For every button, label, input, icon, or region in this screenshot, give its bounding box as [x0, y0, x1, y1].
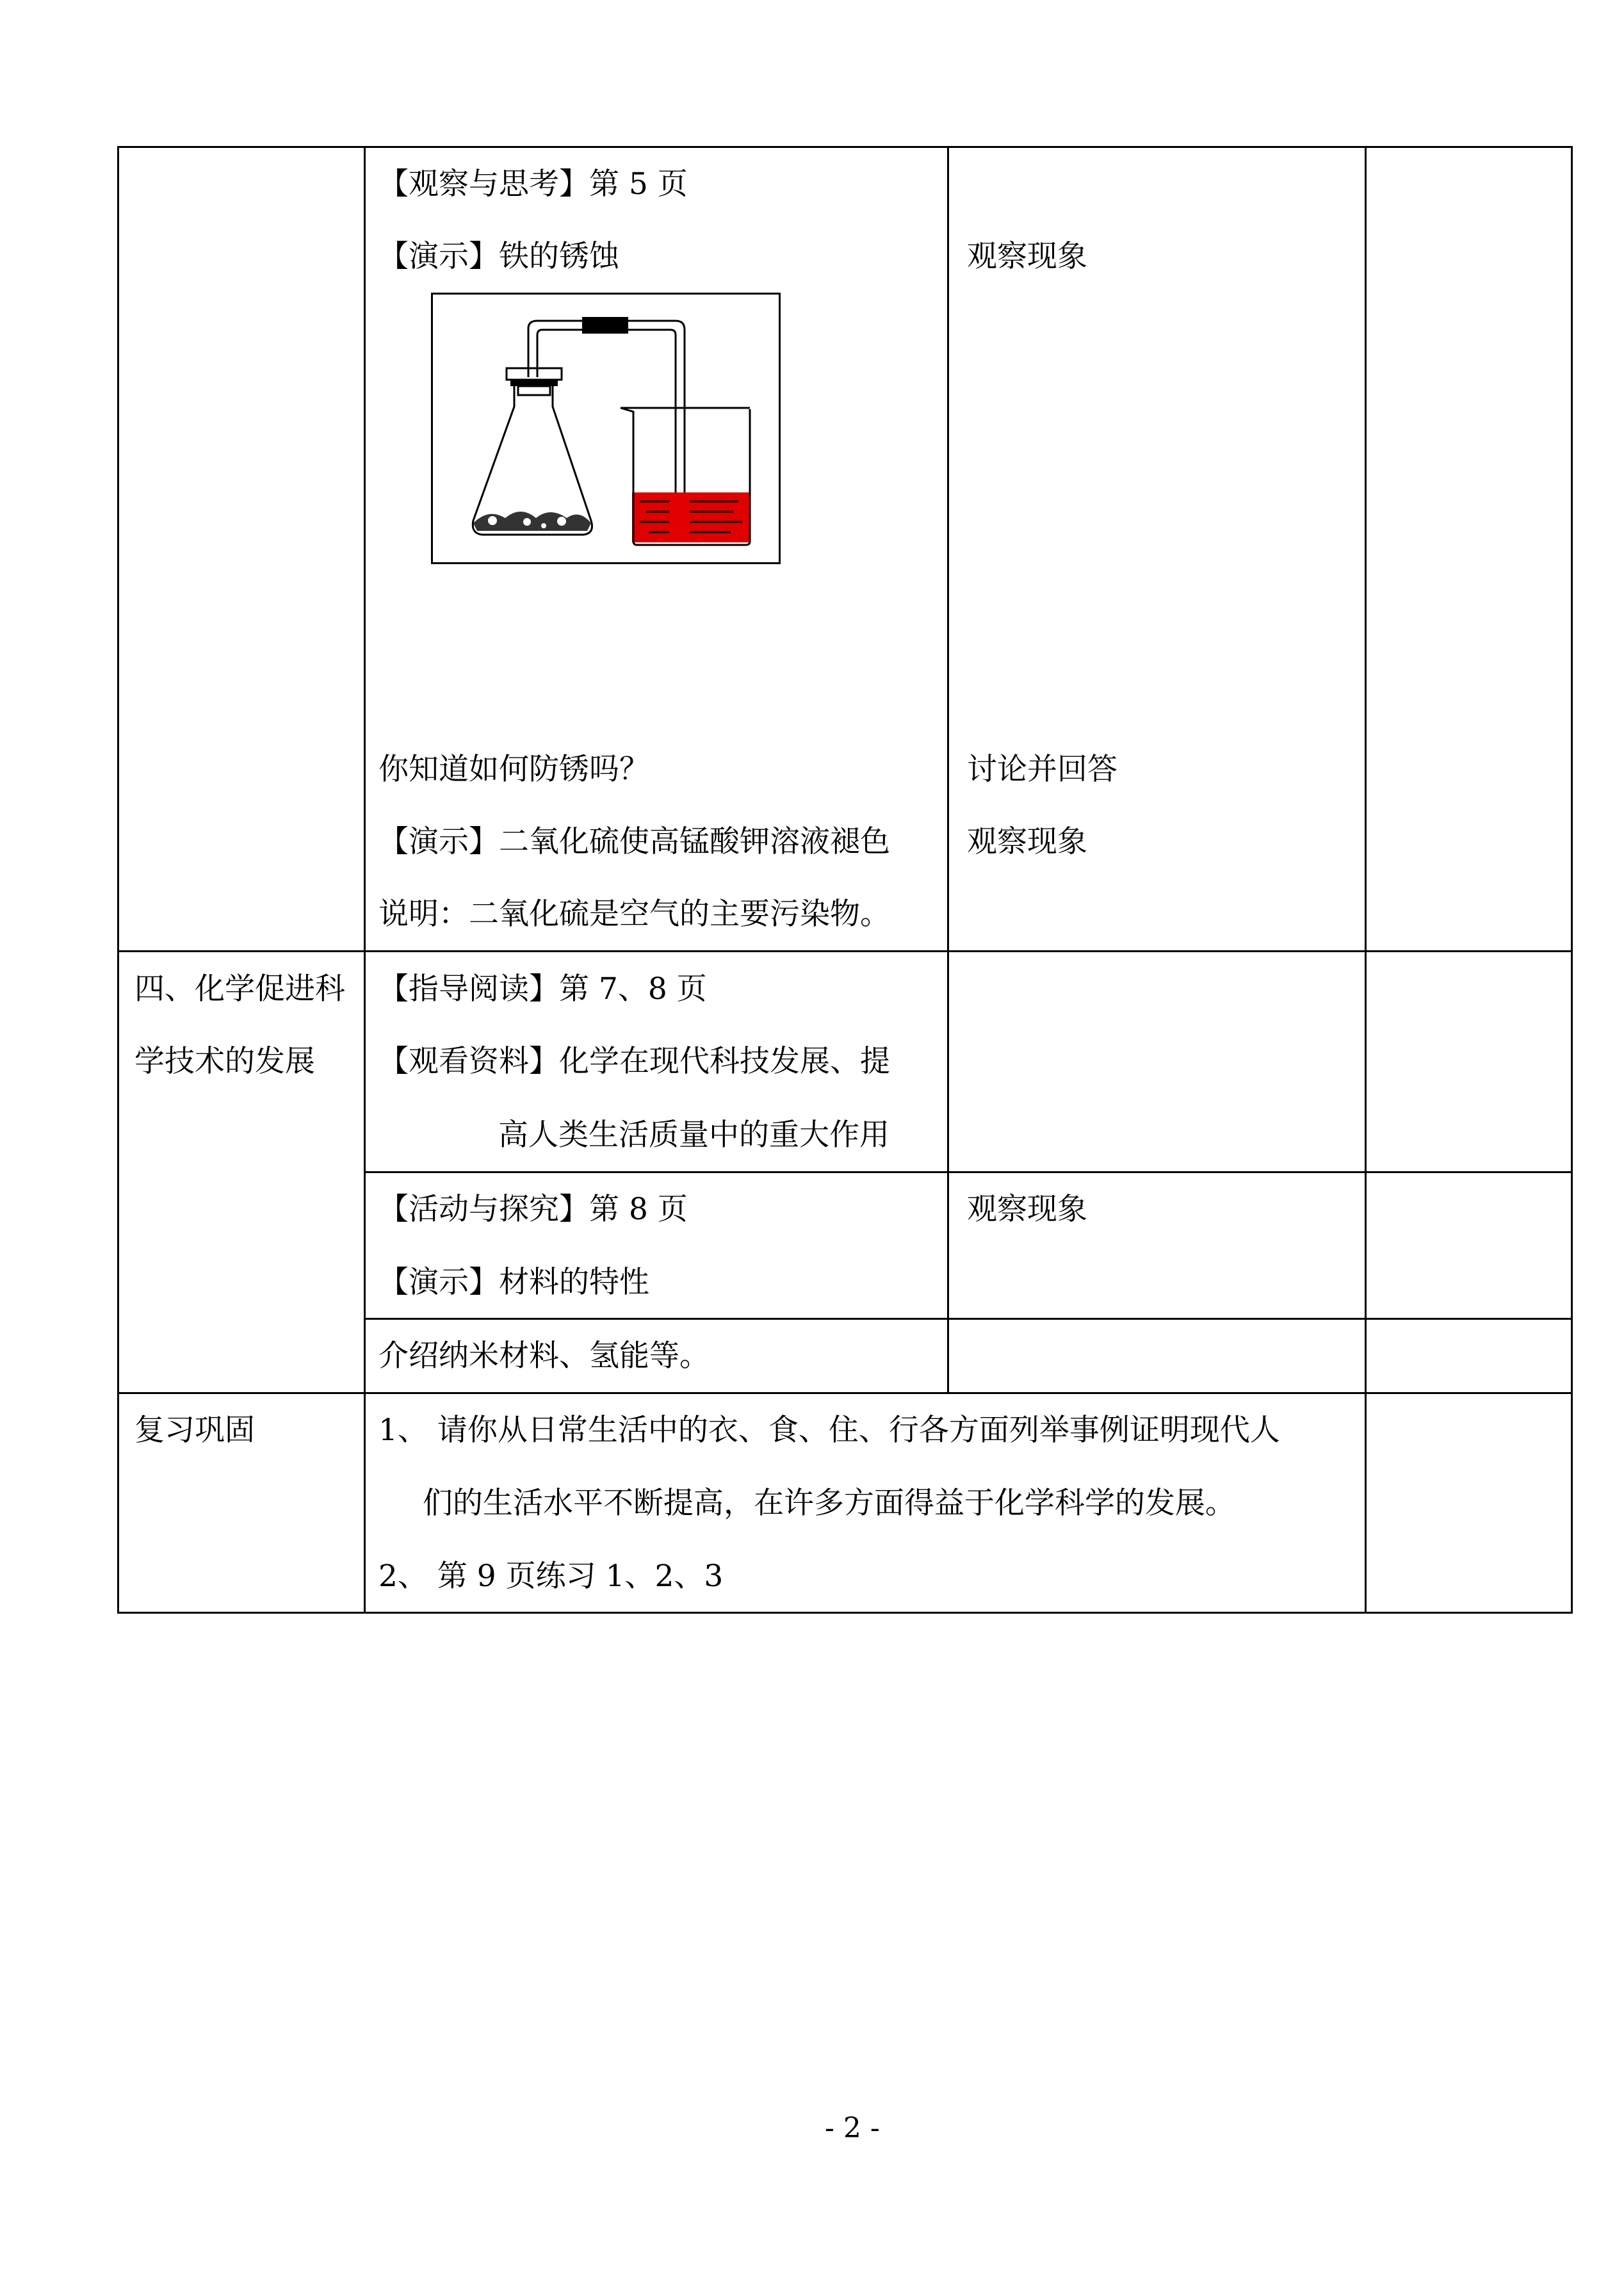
- activity-explore-heading: 【活动与探究】第 8 页: [378, 1192, 688, 1227]
- column-divider-2: [947, 146, 949, 1394]
- table-border-top: [117, 146, 1572, 148]
- demo-materials-heading: 【演示】材料的特性: [378, 1265, 649, 1300]
- watch-material-continuation: 高人类生活质量中的重大作用: [498, 1117, 889, 1153]
- column-divider-1: [364, 146, 366, 1614]
- column-divider-3: [1365, 146, 1367, 1614]
- guided-reading-heading: 【指导阅读】第 7、8 页: [378, 971, 707, 1007]
- rust-prevention-question: 你知道如何防锈吗？: [378, 752, 649, 787]
- observe-phenomenon-text-2: 观察现象: [967, 824, 1087, 859]
- observe-think-heading: 【观察与思考】第 5 页: [378, 166, 688, 202]
- watch-material-heading: 【观看资料】化学在现代科技发展、提: [378, 1044, 890, 1079]
- review-section-title: 复习巩固: [134, 1413, 255, 1448]
- table-border-bottom: [117, 1612, 1572, 1614]
- nano-material-intro: 介绍纳米材料、氢能等。: [378, 1338, 710, 1374]
- so2-pollutant-note: 说明：二氧化硫是空气的主要污染物。: [378, 896, 890, 932]
- rusting-experiment-diagram: [431, 293, 781, 564]
- table-border-right: [1571, 146, 1573, 1614]
- review-item-1-line1: 1、 请你从日常生活中的衣、食、住、行各方面列举事例证明现代人: [378, 1413, 1280, 1448]
- demo-rust-heading: 【演示】铁的锈蚀: [378, 239, 619, 274]
- demo-so2-heading: 【演示】二氧化硫使高锰酸钾溶液褪色: [378, 824, 890, 859]
- section-title-line2: 学技术的发展: [134, 1044, 315, 1079]
- row-divider-4: [117, 1392, 1572, 1394]
- page-number: - 2 -: [825, 2112, 880, 2145]
- observe-phenomenon-text-3: 观察现象: [967, 1192, 1087, 1227]
- table-border-left: [117, 146, 119, 1614]
- observe-phenomenon-text: 观察现象: [967, 239, 1087, 274]
- row-divider-3: [366, 1318, 1572, 1320]
- section-title-line1: 四、化学促进科: [134, 971, 345, 1007]
- row-divider-1: [117, 950, 1572, 952]
- row-divider-2: [366, 1171, 1572, 1173]
- review-item-1-line2: 们的生活水平不断提高，在许多方面得益于化学科学的发展。: [423, 1486, 1235, 1521]
- discuss-answer-text: 讨论并回答: [967, 752, 1117, 787]
- review-item-2: 2、 第 9 页练习 1、2、3: [378, 1559, 724, 1594]
